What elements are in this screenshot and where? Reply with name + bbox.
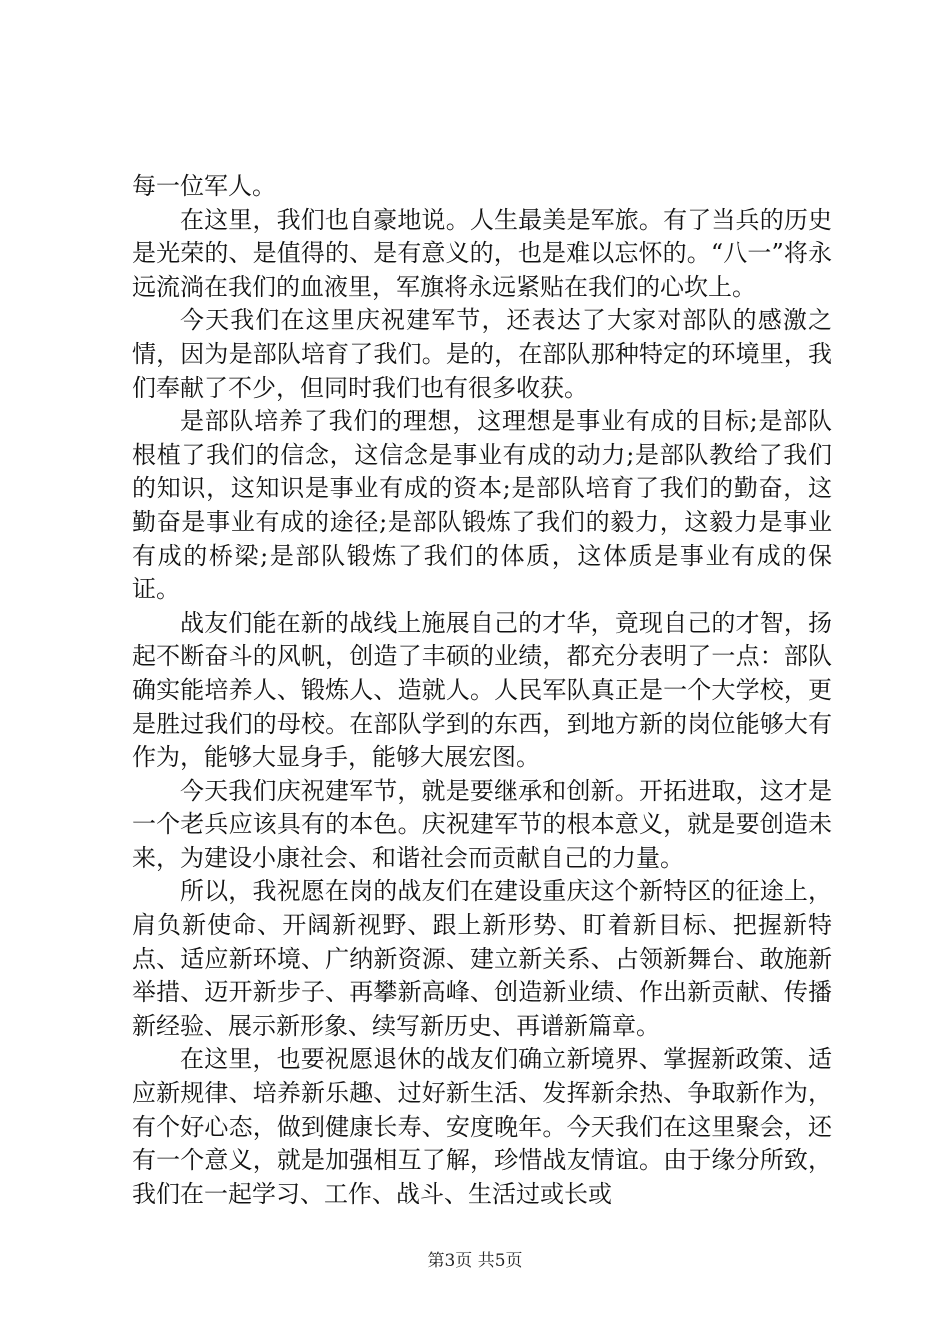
paragraph-1: 每一位军人。 — [132, 172, 276, 200]
page-number-label: 第3页 共5页 — [427, 1251, 523, 1271]
paragraph-3: 今天我们在这里庆祝建军节，还表达了大家对部队的感激之情，因为是部队培育了我们。是的，在部队那种特定的环境里，我们奉献了不少，但同时我们也有很多收获。 — [132, 306, 832, 402]
paragraph-8: 在这里，也要祝愿退休的战友们确立新境界、掌握新政策、适应新规律、培养新乐趣、过好新生活、发挥新余热、争取新作为，有个好心态，做到健康长寿、安度晚年。今天我们在这里聚会，还有一个意义，就是加强相互了解，珍惜战友情谊。由于缘分所致，我们在一起学习、工作、战斗、生活过或长或 — [132, 1045, 832, 1208]
paragraph-2: 在这里，我们也自豪地说。人生最美是军旅。有了当兵的历史是光荣的、是值得的、是有意义的，也是难以忘怀的。“八一”将永远流淌在我们的血液里，军旗将永远紧贴在我们的心坎上。 — [132, 205, 832, 301]
paragraph-6: 今天我们庆祝建军节，就是要继承和创新。开拓进取，这才是一个老兵应该具有的本色。庆祝建军节的根本意义，就是要创造未来，为建设小康社会、和谐社会而贡献自己的力量。 — [132, 776, 832, 872]
paragraph-7: 所以，我祝愿在岗的战友们在建设重庆这个新特区的征途上，肩负新使命、开阔新视野、跟上新形势、盯着新目标、把握新特点、适应新环境、广纳新资源、建立新关系、占领新舞台、敢施新举措、迈开新步子、再攀新高峰、创造新业绩、作出新贡献、传播新经验、展示新形象、续写新历史、再谱新篇章。 — [132, 877, 832, 1040]
document-body — [132, 170, 832, 1211]
page-footer — [0, 1246, 950, 1271]
paragraph-5: 战友们能在新的战线上施展自己的才华，竟现自己的才智，扬起不断奋斗的风帆，创造了丰硕的业绩，都充分表明了一点：部队确实能培养人、锻炼人、造就人。人民军队真正是一个大学校，更是胜过我们的母校。在部队学到的东西，到地方新的岗位能够大有作为，能够大显身手，能够大展宏图。 — [132, 608, 832, 772]
paragraph-4: 是部队培养了我们的理想，这理想是事业有成的目标;是部队根植了我们的信念，这信念是事业有成的动力;是部队教给了我们的知识，这知识是事业有成的资本;是部队培育了我们的勤奋，这勤奋是事业有成的途径;是部队锻炼了我们的毅力，这毅力是事业有成的桥梁;是部队锻炼了我们的体质，这体质是事业有成的保证。 — [132, 407, 832, 604]
